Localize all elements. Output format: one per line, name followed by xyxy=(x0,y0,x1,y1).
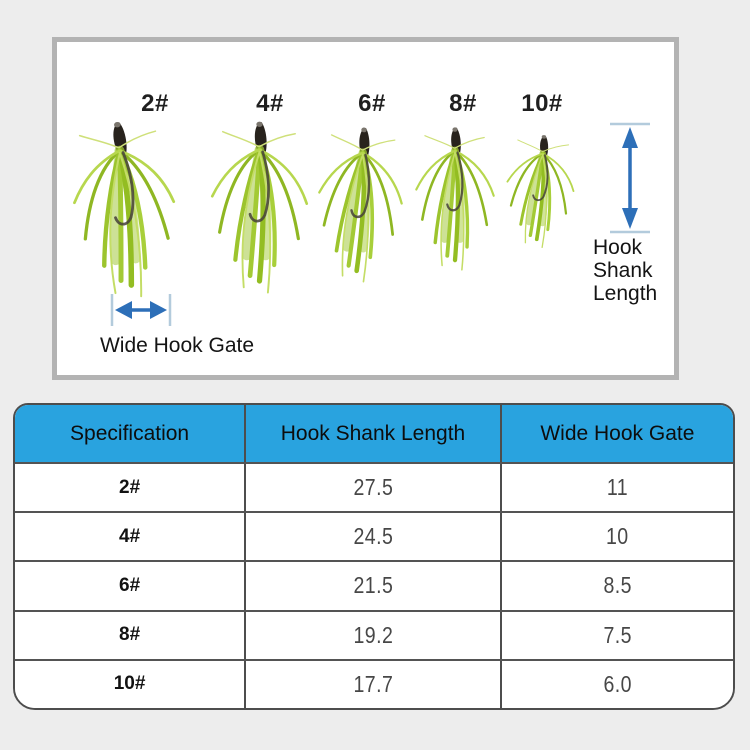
shank-value: 17.7 xyxy=(353,670,393,697)
table-row xyxy=(15,462,733,511)
shank-length-annotation xyxy=(593,236,657,305)
row-gate xyxy=(502,562,733,609)
gate-width-annotation: Wide Hook Gate xyxy=(99,334,255,357)
table-row xyxy=(15,511,733,560)
shank-annotation-line3: Length xyxy=(593,282,658,305)
row-shank xyxy=(246,612,502,659)
row-shank xyxy=(246,464,502,511)
feather-jig-image-2 xyxy=(62,116,188,310)
row-gate xyxy=(502,464,733,511)
row-spec: 4# xyxy=(15,513,246,560)
shank-value: 27.5 xyxy=(353,474,393,501)
feather-jig-image-6 xyxy=(310,124,410,291)
header-specification: Specification xyxy=(15,405,246,462)
row-spec: 10# xyxy=(15,661,246,708)
row-gate xyxy=(502,661,733,708)
gate-value: 10 xyxy=(606,523,629,550)
size-label-6: 6# xyxy=(358,90,386,117)
feather-jig-image-4 xyxy=(207,120,312,300)
header-hook-shank-length: Hook Shank Length xyxy=(246,405,502,462)
shank-value: 19.2 xyxy=(353,621,393,648)
table-row xyxy=(15,610,733,659)
gate-value: 7.5 xyxy=(603,621,632,648)
gate-value: 11 xyxy=(606,474,628,501)
shank-value: 21.5 xyxy=(353,572,393,599)
table-header-row xyxy=(15,405,733,462)
row-spec: 8# xyxy=(15,612,246,659)
shank-annotation-line1: Hook xyxy=(593,236,643,259)
shank-annotation-line2: Shank xyxy=(593,259,653,282)
table-row xyxy=(15,659,733,708)
gate-width-arrow-icon xyxy=(107,292,177,328)
shank-length-arrow-icon xyxy=(602,118,658,238)
size-label-4: 4# xyxy=(256,90,284,117)
shank-value: 24.5 xyxy=(353,523,393,550)
row-gate xyxy=(502,612,733,659)
table-row xyxy=(15,560,733,609)
specification-table xyxy=(13,403,735,710)
size-label-2: 2# xyxy=(141,90,169,117)
size-label-10: 10# xyxy=(521,90,563,117)
row-shank xyxy=(246,661,502,708)
gate-value: 6.0 xyxy=(603,670,632,697)
row-shank xyxy=(246,562,502,609)
row-gate xyxy=(502,513,733,560)
row-shank xyxy=(246,513,502,560)
row-spec: 2# xyxy=(15,464,246,511)
product-photo-panel xyxy=(52,37,679,380)
size-label-8: 8# xyxy=(449,90,477,117)
gate-value: 8.5 xyxy=(603,572,632,599)
feather-jig-image-10 xyxy=(499,132,581,255)
row-spec: 6# xyxy=(15,562,246,609)
header-wide-hook-gate: Wide Hook Gate xyxy=(540,421,695,445)
feather-jig-image-8 xyxy=(412,126,498,276)
